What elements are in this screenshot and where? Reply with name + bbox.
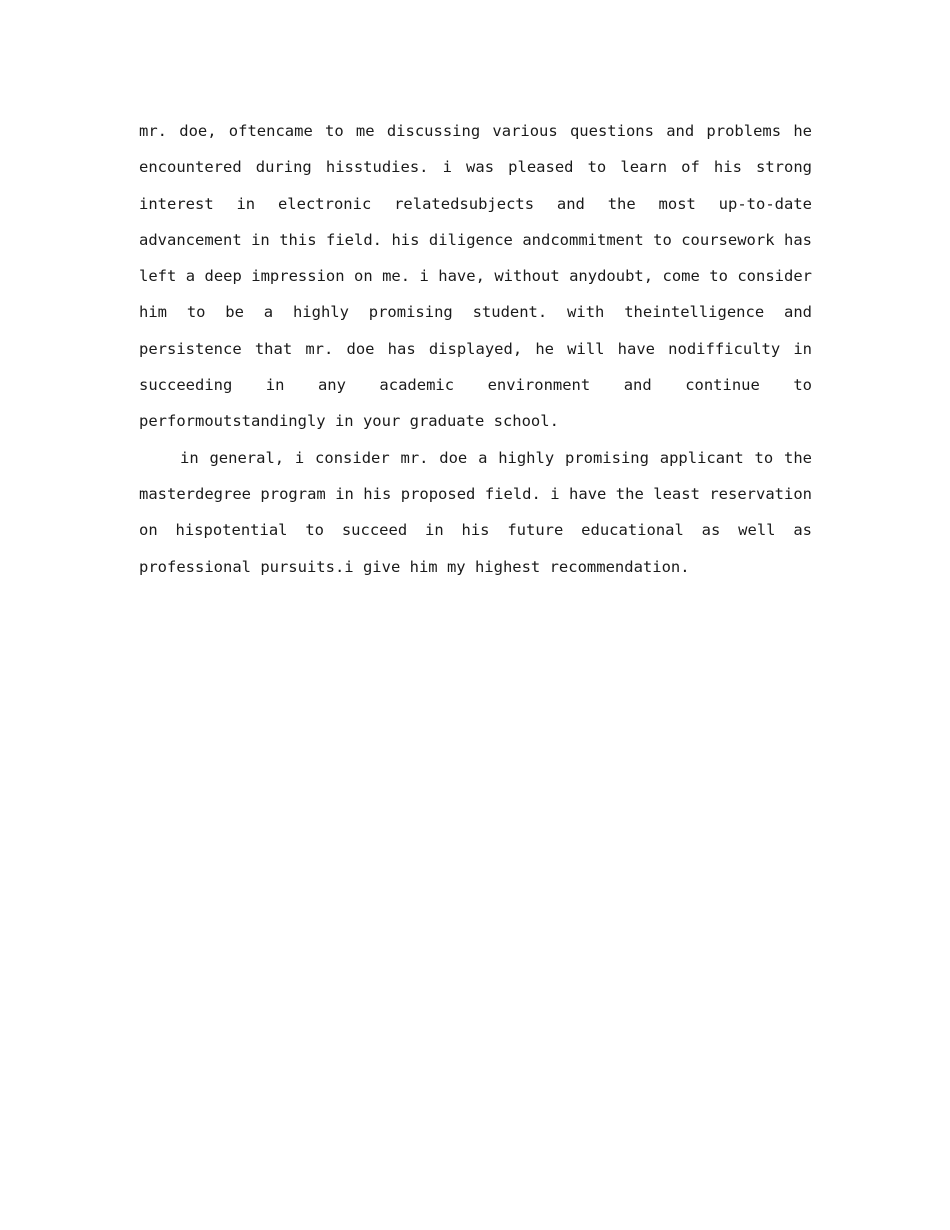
paragraph-2: in general, i consider mr. doe a highly promising applicant to the masterdegree program in his proposed field. i have the least reservation on hispotential to succeed in his future educational as well as professional pursuits.i give him my highest recommendation.	[139, 448, 812, 576]
letter-body	[139, 113, 812, 585]
paragraph-1: mr. doe, oftencame to me discussing various questions and problems he encountered during hisstudies. i was pleased to learn of his strong interest in electronic relatedsubjects and the most up-to-date advancement in this field. his diligence andcommitment to coursework has left a deep impression on me. i have, without anydoubt, come to consider him to be a highly promising student. with theintelligence and persistence that mr. doe has displayed, he will have nodifficulty in succeeding in any academic environment and continue to performoutstandingly in your graduate school.	[139, 122, 812, 431]
